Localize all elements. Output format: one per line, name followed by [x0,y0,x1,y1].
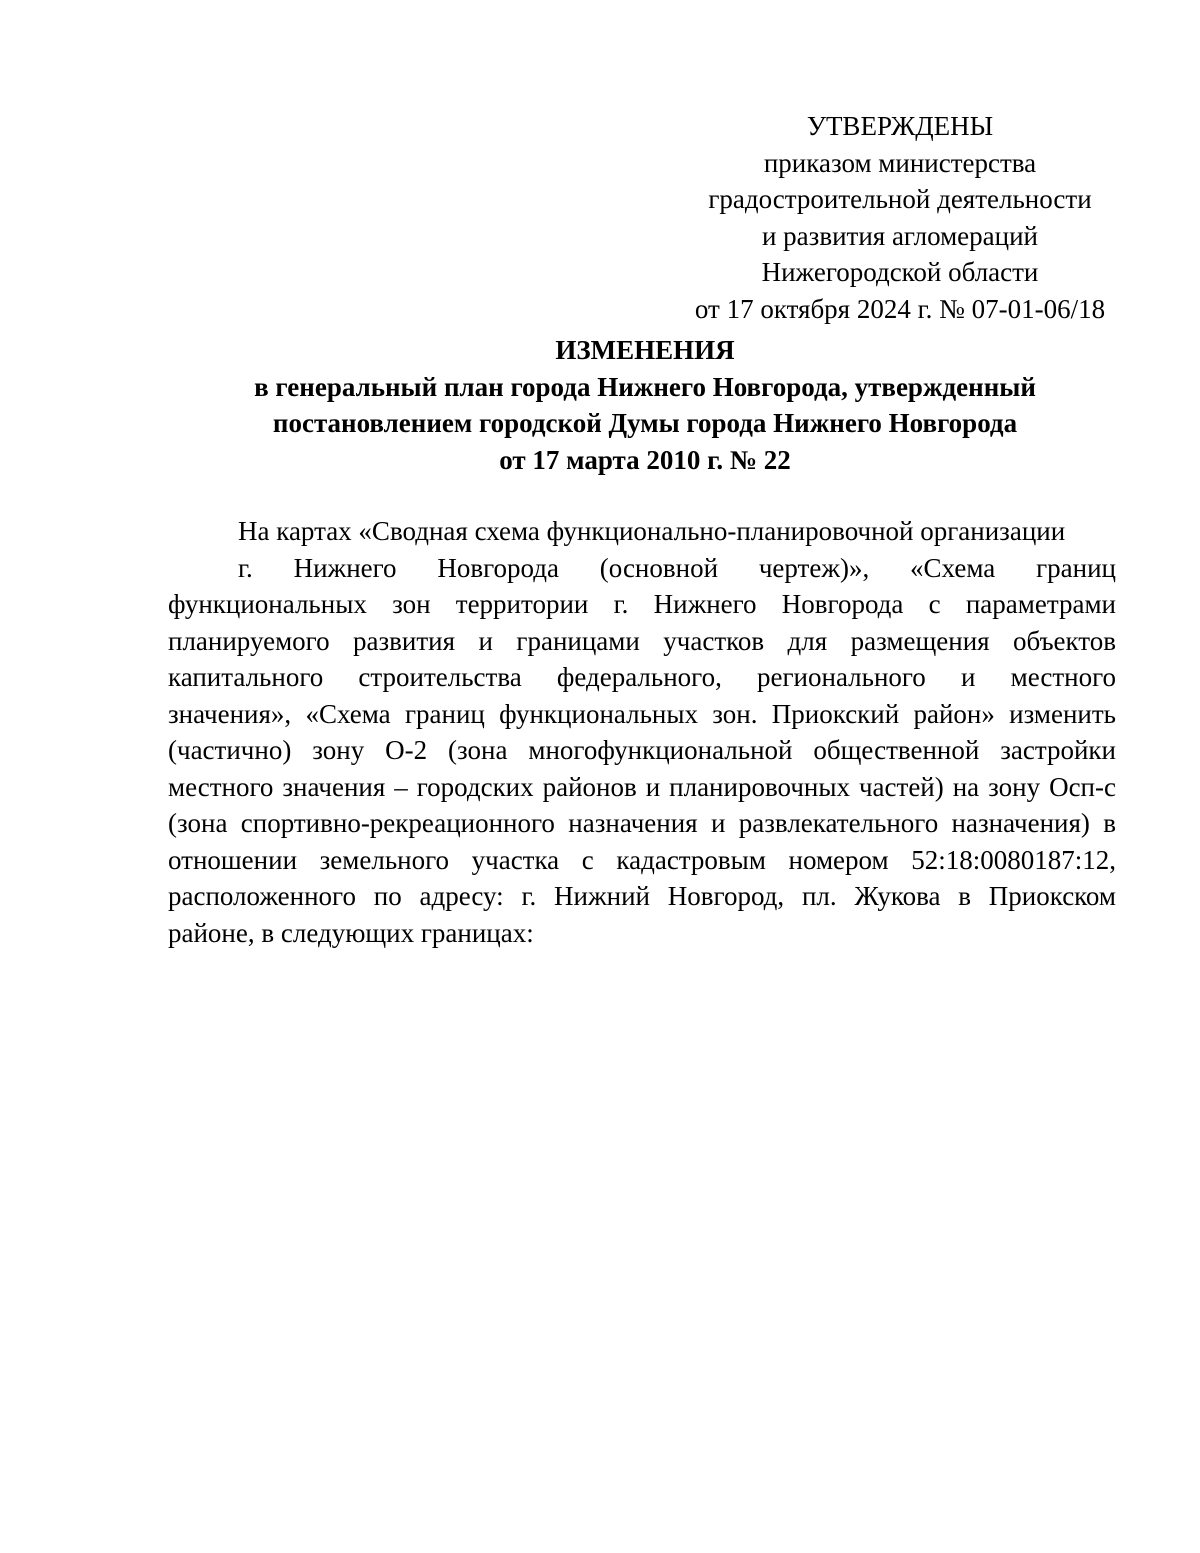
approval-line: приказом министерства [763,147,1037,178]
body-line: (частично) зону О-2 (зона многофункциональной общественной застройки [168,735,1116,765]
body-line: г. Нижнего Новгорода (основной чертеж)», «Схема границ [238,552,1116,583]
body-line: планируемого развития и границами участков для размещения объектов [168,625,1116,656]
approval-line: Нижегородской области [761,257,1039,287]
body-line: капитального строительства федерального, регионального и местного [168,662,1116,692]
approval-title: УТВЕРЖДЕНЫ [806,111,994,141]
body-line: местного значения – городских районов и планировочных частей) на зону Осп-с [168,771,1116,802]
body-line: функциональных зон территории г. Нижнего Новгорода с параметрами [168,589,1116,619]
heading-line: в генеральный план города Нижнего Новгорода, утвержденный [254,371,1036,402]
approval-stamp [640,108,1160,327]
approval-date-number: от 17 октября 2024 г. № 07-01-06/18 [694,293,1106,324]
body-line: значения», «Схема границ функциональных зон. Приокский район» изменить [168,698,1116,729]
approval-line: градостроительной деятельности [708,184,1092,214]
document-body [168,513,1116,951]
body-line: (зона спортивно-рекреационного назначения и развлекательного назначения) в [168,808,1116,838]
body-line: расположенного по адресу: г. Нижний Новгород, пл. Жукова в Приокском [168,881,1116,911]
document-title: ИЗМЕНЕНИЯ [555,335,735,365]
approval-line: и развития агломераций [761,220,1038,251]
heading-line: постановлением городской Думы города Нижнего Новгорода [272,408,1018,438]
body-line: районе, в следующих границах: [168,917,534,948]
heading-line: от 17 марта 2010 г. № 22 [499,444,791,475]
document-heading [150,332,1140,478]
body-line: отношении земельного участка с кадастровым номером 52:18:0080187:12, [168,844,1116,875]
body-line: На картах «Сводная схема функционально-планировочной организации [238,516,1066,546]
